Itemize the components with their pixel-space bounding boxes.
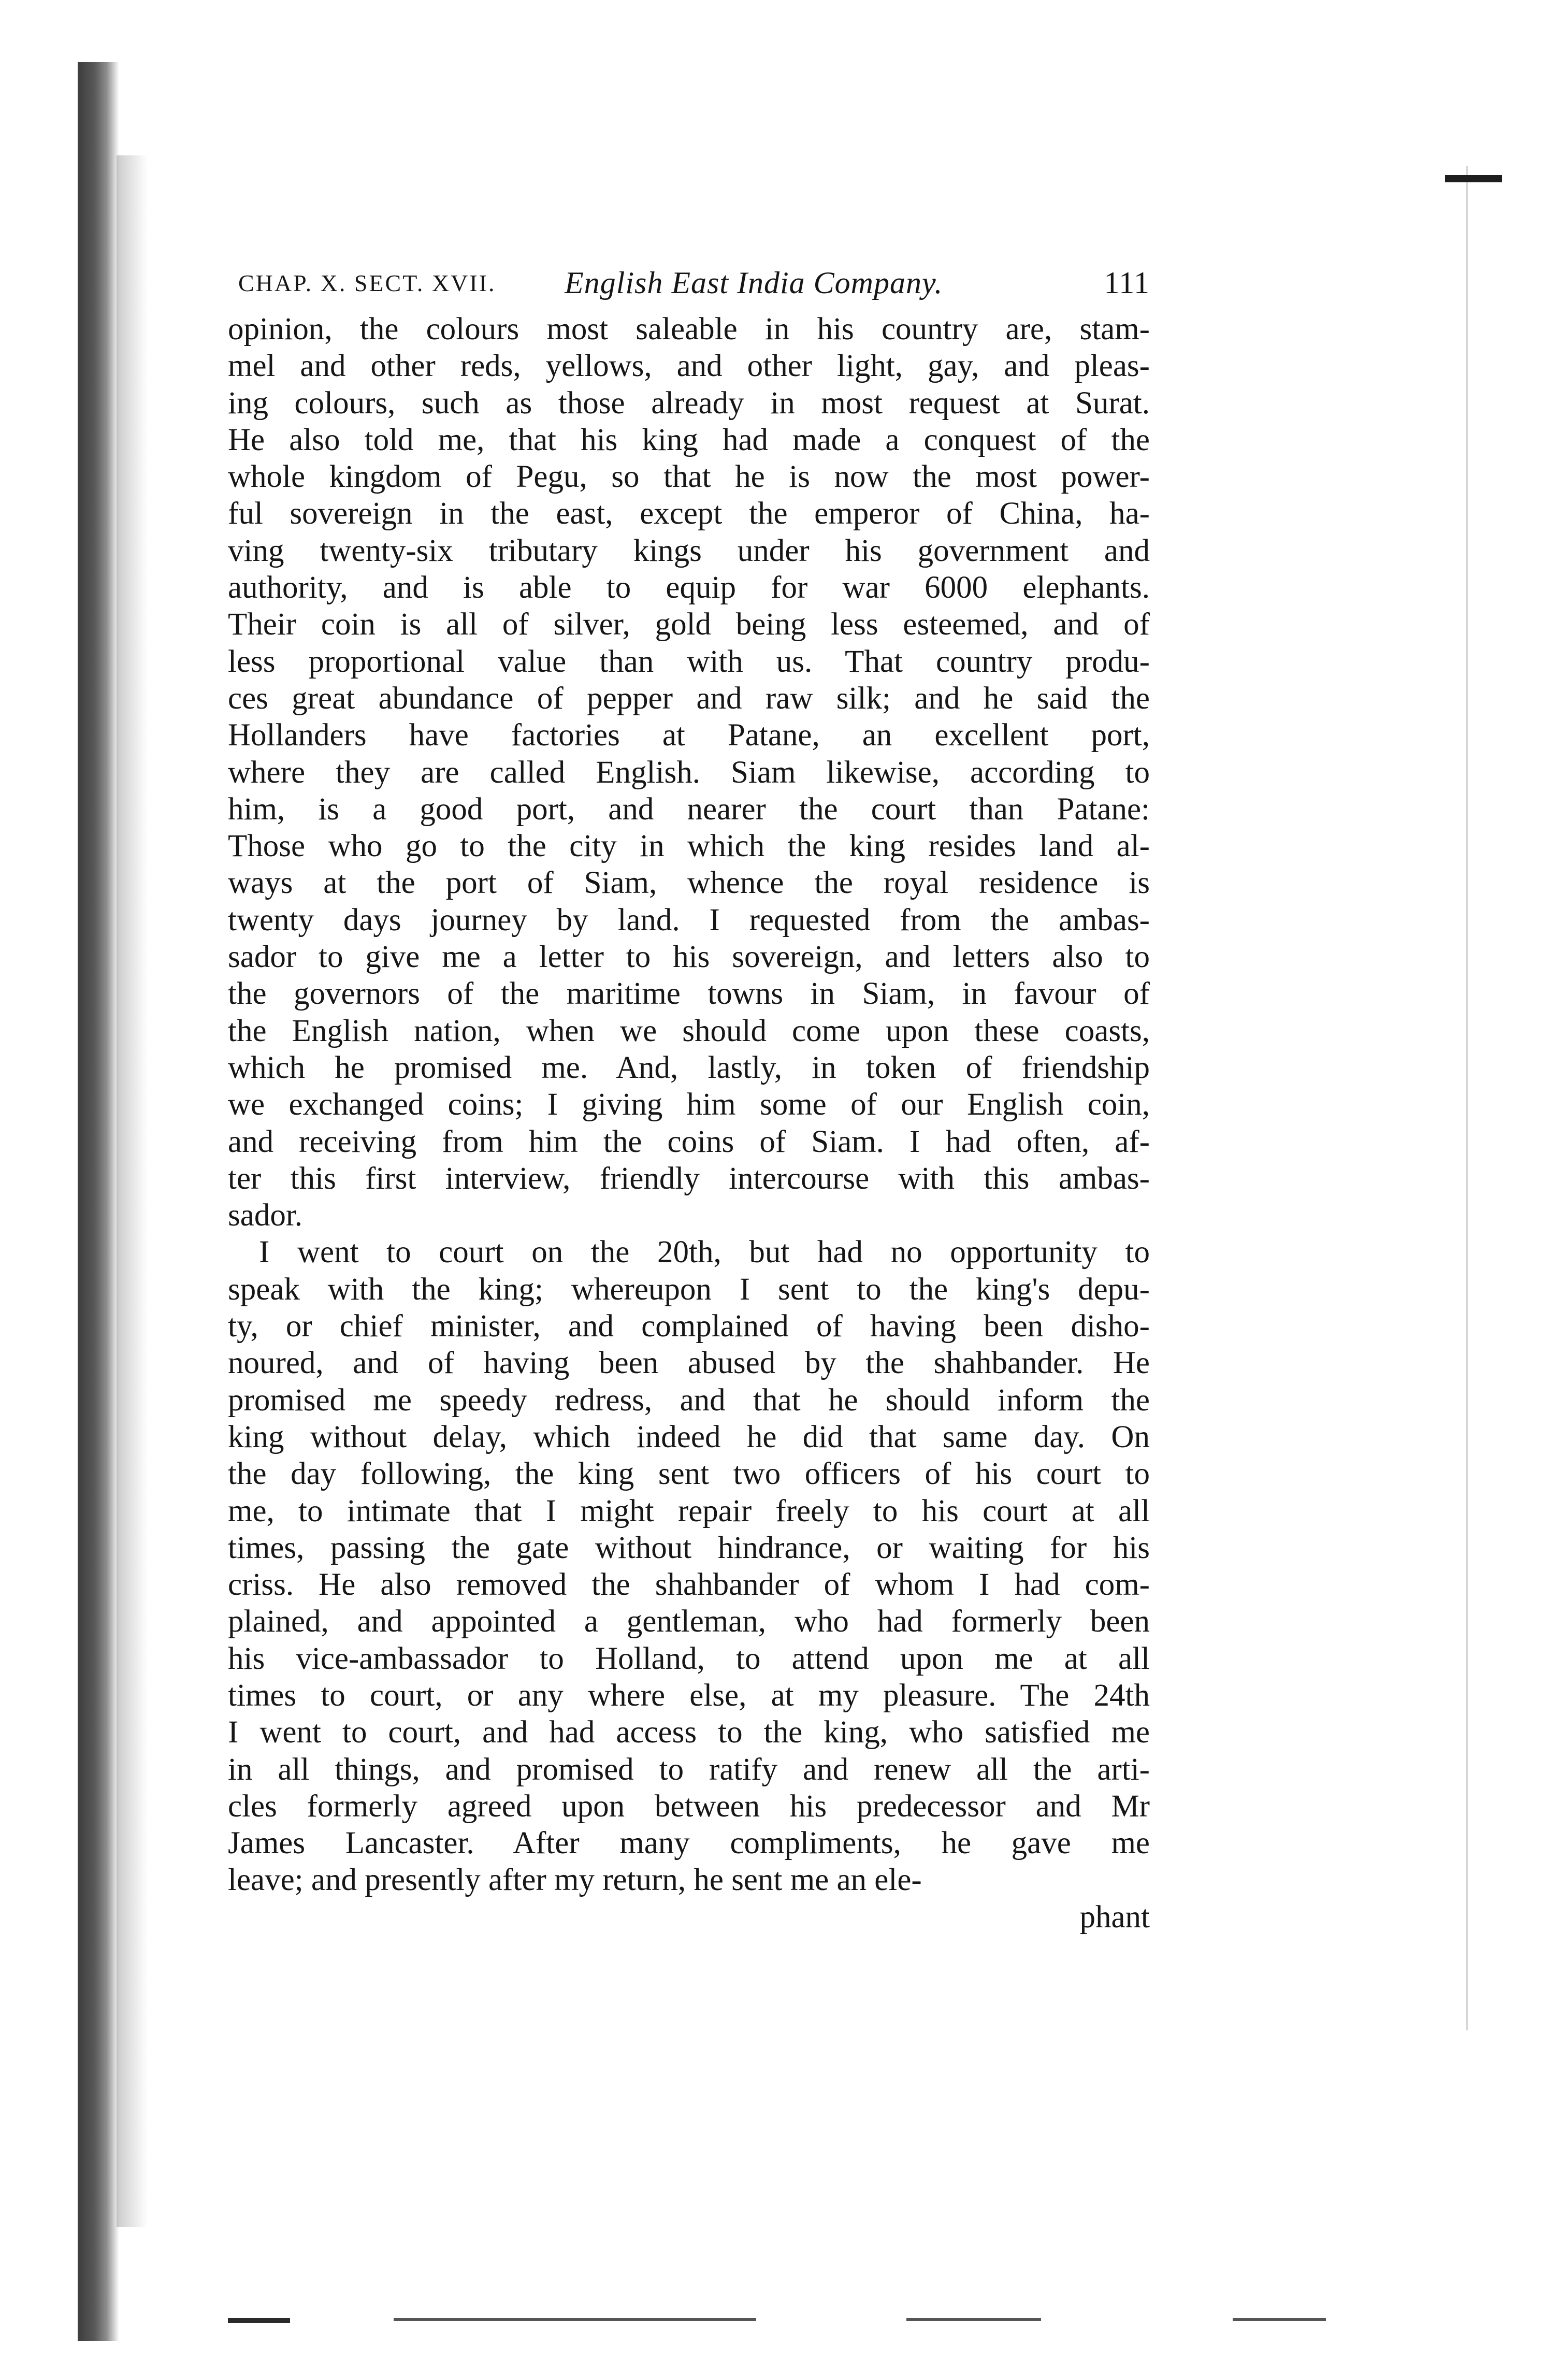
text-line: ces great abundance of pepper and raw silk; and he said the [228, 681, 1150, 716]
text-line: opinion, the colours most saleable in his country are, stam- [228, 312, 1150, 347]
text-line: leave; and presently after my return, he sent me an ele- [228, 1863, 922, 1898]
text-line: ving twenty-six tributary kings under his government and [228, 533, 1150, 568]
scan-mark [228, 2318, 290, 2323]
text-line: and receiving from him the coins of Siam. I had often, af- [228, 1124, 1150, 1159]
text-line: where they are called English. Siam likewise, according to [228, 755, 1150, 790]
paragraph [228, 311, 1150, 1234]
catchword: phant [1079, 1899, 1150, 1935]
text-line: in all things, and promised to ratify and renew all the arti- [228, 1752, 1150, 1787]
scan-mark [1445, 175, 1502, 182]
text-line: mel and other reds, yellows, and other light, gay, and pleas- [228, 349, 1150, 384]
paragraph [228, 1234, 1150, 1898]
text-line: promised me speedy redress, and that he should inform the [228, 1382, 1150, 1418]
text-line: the governors of the maritime towns in Siam, in favour of [228, 976, 1150, 1012]
text-line: the English nation, when we should come upon these coasts, [228, 1013, 1150, 1048]
text-line: criss. He also removed the shahbander of whom I had com- [228, 1567, 1150, 1603]
text-line: ways at the port of Siam, whence the royal residence is [228, 866, 1150, 901]
text-line: times to court, or any where else, at my pleasure. The 24th [228, 1678, 1150, 1713]
text-line: I went to court, and had access to the king, who satisfied me [228, 1715, 1150, 1750]
page-number: 111 [1104, 266, 1150, 300]
text-line: me, to intimate that I might repair freely to his court at all [228, 1493, 1150, 1528]
text-line: less proportional value than with us. That country produ- [228, 644, 1150, 679]
binding-shadow-fade [117, 155, 148, 2227]
text-line: Hollanders have factories at Patane, an excellent port, [228, 718, 1150, 753]
text-line: we exchanged coins; I giving him some of our English coin, [228, 1087, 1150, 1122]
text-line: whole kingdom of Pegu, so that he is now the most power- [228, 459, 1150, 495]
text-line: twenty days journey by land. I requested from the ambas- [228, 902, 1150, 937]
text-line: which he promised me. And, lastly, in token of friendship [228, 1050, 1150, 1085]
text-line: plained, and appointed a gentleman, who had formerly been [228, 1604, 1150, 1639]
text-line: times, passing the gate without hindrance, or waiting for his [228, 1530, 1150, 1565]
text-line: him, is a good port, and nearer the court than Patane: [228, 791, 1150, 827]
text-line: his vice-ambassador to Holland, to attend upon me at all [228, 1641, 1150, 1676]
scan-mark [906, 2318, 1041, 2321]
page-edge [1466, 166, 1468, 2030]
text-line: speak with the king; whereupon I sent to the king's depu- [228, 1272, 1150, 1307]
text-line: ful sovereign in the east, except the emperor of China, ha- [228, 496, 1150, 531]
text-line: He also told me, that his king had made a conquest of the [228, 422, 1150, 457]
scan-mark [1233, 2318, 1326, 2321]
binding-shadow [78, 62, 119, 2341]
text-line: ter this first interview, friendly intercourse with this ambas- [228, 1161, 1150, 1196]
text-line: I went to court on the 20th, but had no opportunity to [259, 1235, 1150, 1270]
text-line: noured, and of having been abused by the shahbander. He [228, 1346, 1150, 1381]
running-title: English East India Company. [565, 266, 943, 300]
scan-mark [394, 2318, 756, 2321]
text-line: king without delay, which indeed he did that same day. On [228, 1419, 1150, 1454]
text-line: the day following, the king sent two officers of his court to [228, 1456, 1150, 1492]
text-line: sador. [228, 1198, 303, 1233]
text-line: cles formerly agreed upon between his predecessor and Mr [228, 1788, 1150, 1824]
text-line: authority, and is able to equip for war 6000 elephants. [228, 570, 1150, 605]
text-line: Those who go to the city in which the king resides land al- [228, 829, 1150, 864]
text-line: sador to give me a letter to his sovereign, and letters also to [228, 940, 1150, 975]
running-head [228, 254, 1150, 311]
body-text [228, 311, 1150, 1899]
text-line: ing colours, such as those already in most request at Surat. [228, 385, 1150, 421]
chapter-section: CHAP. X. SECT. XVII. [238, 270, 496, 296]
text-line: ty, or chief minister, and complained of having been disho- [228, 1309, 1150, 1344]
book-page [228, 254, 1150, 1936]
text-line: James Lancaster. After many compliments, he gave me [228, 1826, 1150, 1861]
text-line: Their coin is all of silver, gold being less esteemed, and of [228, 607, 1150, 642]
